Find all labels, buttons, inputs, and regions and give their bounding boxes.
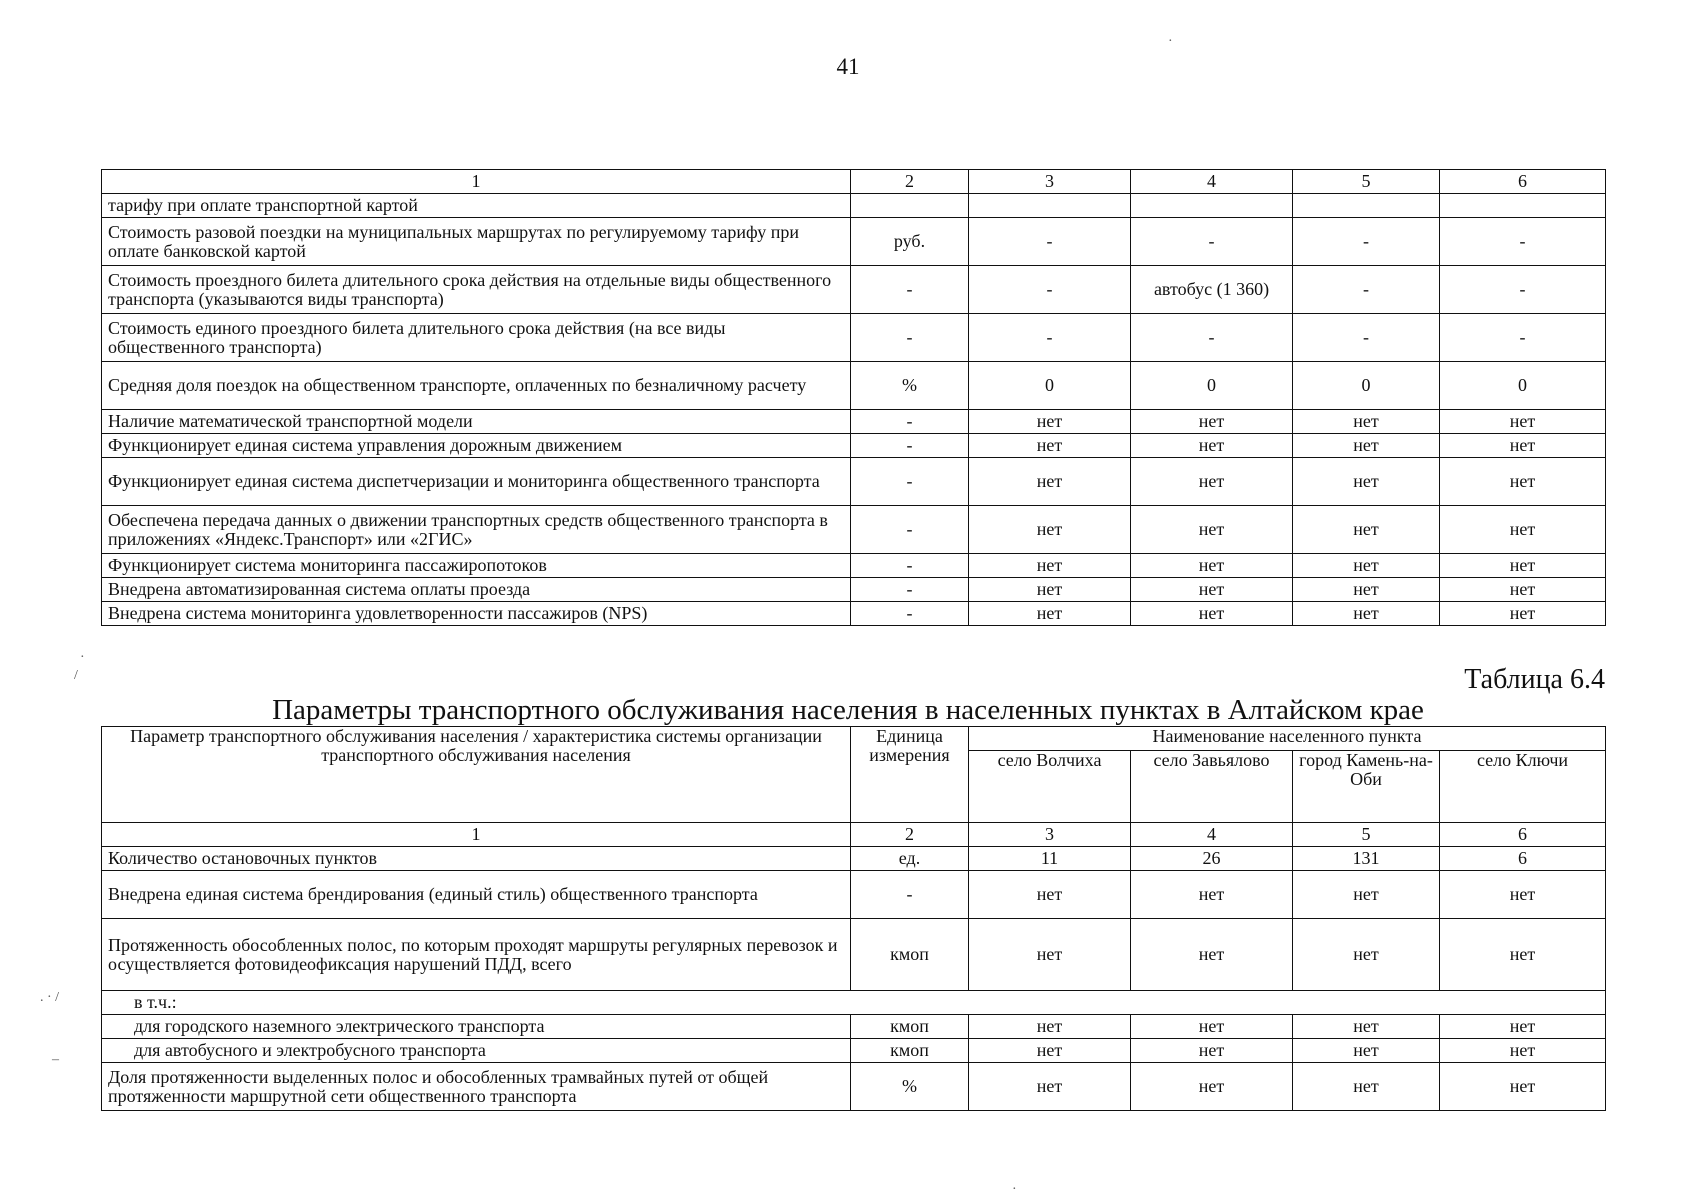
value-cell: - <box>969 266 1131 314</box>
value-cell: нет <box>969 1063 1131 1111</box>
scan-speck: ‒ <box>52 1052 59 1067</box>
unit-cell: - <box>851 434 969 458</box>
subheading-cell: в т.ч.: <box>102 991 1606 1015</box>
value-cell: - <box>1440 314 1606 362</box>
scan-speck: · <box>1168 34 1173 49</box>
table-row <box>102 434 1606 458</box>
param-cell: для городского наземного электрического транспорта <box>102 1015 851 1039</box>
scan-speck: · <box>80 650 85 665</box>
unit-cell: % <box>851 362 969 410</box>
column-number-row <box>102 170 1606 194</box>
value-cell: нет <box>1440 602 1606 626</box>
unit-cell: кмоп <box>851 919 969 991</box>
table-row <box>102 506 1606 554</box>
value-cell: нет <box>1440 919 1606 991</box>
unit-cell: - <box>851 506 969 554</box>
param-cell: Доля протяженности выделенных полос и обособленных трамвайных путей от общей протяженности маршрутной сети общественного транспорта <box>102 1063 851 1111</box>
header-row <box>102 727 1606 751</box>
value-cell: нет <box>969 1015 1131 1039</box>
table-row <box>102 1039 1606 1063</box>
table-title: Параметры транспортного обслуживания населения в населенных пунктах в Алтайском крае <box>272 694 1424 726</box>
table-row <box>102 266 1606 314</box>
value-cell: - <box>969 218 1131 266</box>
unit-cell: - <box>851 266 969 314</box>
col-number: 5 <box>1293 170 1440 194</box>
value-cell: нет <box>1131 554 1293 578</box>
unit-cell: - <box>851 578 969 602</box>
unit-cell: - <box>851 602 969 626</box>
unit-cell: руб. <box>851 218 969 266</box>
col-number: 3 <box>969 823 1131 847</box>
table-row <box>102 871 1606 919</box>
value-cell: нет <box>1293 410 1440 434</box>
value-cell <box>1131 194 1293 218</box>
param-cell: Средняя доля поездок на общественном транспорте, оплаченных по безналичному расчету <box>102 362 851 410</box>
value-cell: 0 <box>1440 362 1606 410</box>
value-cell: нет <box>1293 434 1440 458</box>
value-cell: нет <box>1293 506 1440 554</box>
col-number: 5 <box>1293 823 1440 847</box>
value-cell: нет <box>1131 1039 1293 1063</box>
value-cell: нет <box>1131 1063 1293 1111</box>
continuation-table <box>101 169 1606 626</box>
param-cell: Количество остановочных пунктов <box>102 847 851 871</box>
location-header: село Ключи <box>1440 751 1606 823</box>
value-cell: 0 <box>1293 362 1440 410</box>
value-cell: - <box>1131 218 1293 266</box>
value-cell: автобус (1 360) <box>1131 266 1293 314</box>
value-cell: нет <box>1440 458 1606 506</box>
value-cell: - <box>1440 218 1606 266</box>
location-header: село Волчиха <box>969 751 1131 823</box>
value-cell: - <box>969 314 1131 362</box>
col-number: 6 <box>1440 170 1606 194</box>
param-header: Параметр транспортного обслуживания населения / характеристика системы организации транспортного обслуживания населения <box>102 727 851 823</box>
value-cell: нет <box>969 554 1131 578</box>
scan-speck: / <box>74 668 78 683</box>
location-group-header: Наименование населенного пункта <box>969 727 1606 751</box>
value-cell: нет <box>1293 578 1440 602</box>
value-cell: нет <box>1131 919 1293 991</box>
value-cell: нет <box>1440 1063 1606 1111</box>
value-cell: нет <box>969 410 1131 434</box>
table-row <box>102 919 1606 991</box>
value-cell: нет <box>969 919 1131 991</box>
col-number: 6 <box>1440 823 1606 847</box>
value-cell: нет <box>1131 506 1293 554</box>
table-row <box>102 991 1606 1015</box>
param-cell: тарифу при оплате транспортной картой <box>102 194 851 218</box>
value-cell: 0 <box>969 362 1131 410</box>
value-cell <box>969 194 1131 218</box>
value-cell: нет <box>969 434 1131 458</box>
value-cell: нет <box>969 578 1131 602</box>
value-cell: - <box>1440 266 1606 314</box>
value-cell: нет <box>1293 1015 1440 1039</box>
param-cell: для автобусного и электробусного транспорта <box>102 1039 851 1063</box>
table-label: Таблица 6.4 <box>1464 664 1605 695</box>
table-row <box>102 1015 1606 1039</box>
value-cell: нет <box>969 458 1131 506</box>
table-row <box>102 847 1606 871</box>
param-cell: Наличие математической транспортной модели <box>102 410 851 434</box>
value-cell: - <box>1293 218 1440 266</box>
param-cell: Обеспечена передача данных о движении транспортных средств общественного транспорта в приложениях «Яндекс.Транспорт» или «2ГИС» <box>102 506 851 554</box>
value-cell: - <box>1293 314 1440 362</box>
unit-cell: % <box>851 1063 969 1111</box>
value-cell: 131 <box>1293 847 1440 871</box>
value-cell: 6 <box>1440 847 1606 871</box>
param-cell: Внедрена система мониторинга удовлетворенности пассажиров (NPS) <box>102 602 851 626</box>
value-cell: 0 <box>1131 362 1293 410</box>
col-number: 4 <box>1131 170 1293 194</box>
value-cell: - <box>1131 314 1293 362</box>
transport-params-table <box>101 726 1606 1111</box>
value-cell: нет <box>969 602 1131 626</box>
value-cell: нет <box>1131 1015 1293 1039</box>
value-cell <box>1293 194 1440 218</box>
scan-speck: . · / <box>40 990 60 1005</box>
value-cell: нет <box>1440 1039 1606 1063</box>
table-row <box>102 218 1606 266</box>
column-number-row <box>102 823 1606 847</box>
unit-cell: кмоп <box>851 1015 969 1039</box>
value-cell: нет <box>1131 578 1293 602</box>
value-cell: нет <box>1440 506 1606 554</box>
param-cell: Внедрена единая система брендирования (единый стиль) общественного транспорта <box>102 871 851 919</box>
param-cell: Функционирует система мониторинга пассажиропотоков <box>102 554 851 578</box>
col-number: 1 <box>102 170 851 194</box>
value-cell: нет <box>1440 434 1606 458</box>
table-row <box>102 458 1606 506</box>
param-cell: Внедрена автоматизированная система оплаты проезда <box>102 578 851 602</box>
table-row <box>102 362 1606 410</box>
value-cell: нет <box>1293 871 1440 919</box>
unit-cell <box>851 194 969 218</box>
value-cell: нет <box>1440 1015 1606 1039</box>
table-row <box>102 554 1606 578</box>
page-number: 41 <box>836 54 860 79</box>
value-cell <box>1440 194 1606 218</box>
col-number: 4 <box>1131 823 1293 847</box>
param-cell: Стоимость проездного билета длительного срока действия на отдельные виды общественного транспорта (указываются виды транспорта) <box>102 266 851 314</box>
table-row <box>102 602 1606 626</box>
unit-cell: кмоп <box>851 1039 969 1063</box>
unit-cell: - <box>851 554 969 578</box>
table-row <box>102 314 1606 362</box>
value-cell: нет <box>1293 919 1440 991</box>
value-cell: нет <box>1440 554 1606 578</box>
location-header: село Завьялово <box>1131 751 1293 823</box>
unit-cell: - <box>851 458 969 506</box>
value-cell: нет <box>1131 602 1293 626</box>
param-cell: Протяженность обособленных полос, по которым проходят маршруты регулярных перевозок и осуществляется фотовидеофиксация нарушений ПДД, всего <box>102 919 851 991</box>
value-cell: нет <box>969 871 1131 919</box>
value-cell: нет <box>1293 458 1440 506</box>
unit-cell: - <box>851 314 969 362</box>
table-row <box>102 578 1606 602</box>
col-number: 3 <box>969 170 1131 194</box>
value-cell: - <box>1293 266 1440 314</box>
col-number: 2 <box>851 170 969 194</box>
value-cell: нет <box>1440 871 1606 919</box>
value-cell: нет <box>1440 578 1606 602</box>
value-cell: 26 <box>1131 847 1293 871</box>
unit-cell: ед. <box>851 847 969 871</box>
param-cell: Стоимость единого проездного билета длительного срока действия (на все виды общественного транспорта) <box>102 314 851 362</box>
value-cell: нет <box>1131 410 1293 434</box>
value-cell: нет <box>969 506 1131 554</box>
value-cell: нет <box>1293 554 1440 578</box>
value-cell: нет <box>969 1039 1131 1063</box>
value-cell: нет <box>1293 1063 1440 1111</box>
value-cell: нет <box>1440 410 1606 434</box>
location-header: город Камень-на-Оби <box>1293 751 1440 823</box>
unit-header: Единица измерения <box>851 727 969 823</box>
table-row <box>102 410 1606 434</box>
value-cell: 11 <box>969 847 1131 871</box>
value-cell: нет <box>1131 434 1293 458</box>
param-cell: Функционирует единая система диспетчеризации и мониторинга общественного транспорта <box>102 458 851 506</box>
table-row <box>102 1063 1606 1111</box>
scan-speck: · <box>1012 1182 1017 1197</box>
col-number: 1 <box>102 823 851 847</box>
unit-cell: - <box>851 410 969 434</box>
unit-cell: - <box>851 871 969 919</box>
value-cell: нет <box>1131 458 1293 506</box>
col-number: 2 <box>851 823 969 847</box>
param-cell: Стоимость разовой поездки на муниципальных маршрутах по регулируемому тарифу при оплате банковской картой <box>102 218 851 266</box>
table-row <box>102 194 1606 218</box>
param-cell: Функционирует единая система управления дорожным движением <box>102 434 851 458</box>
value-cell: нет <box>1293 1039 1440 1063</box>
value-cell: нет <box>1293 602 1440 626</box>
value-cell: нет <box>1131 871 1293 919</box>
